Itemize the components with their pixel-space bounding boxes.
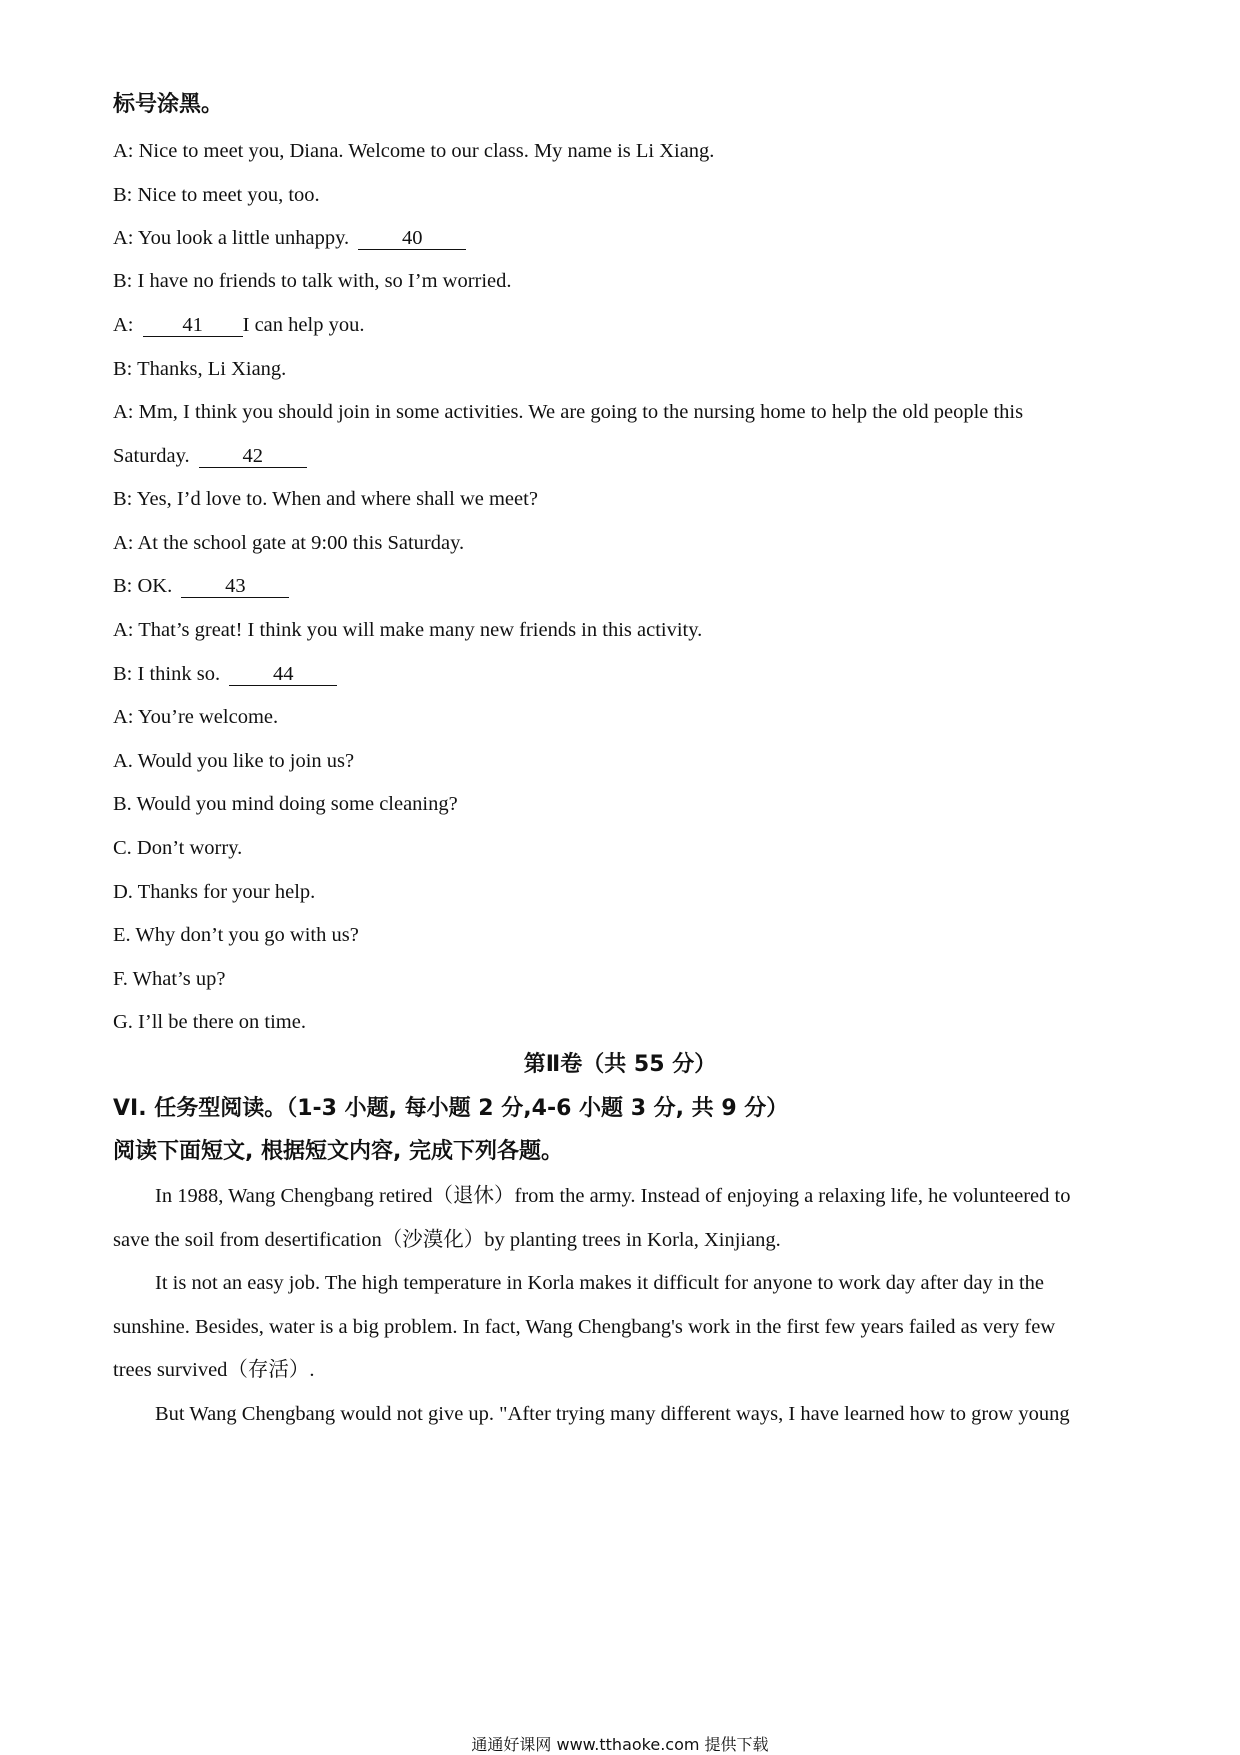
dialogue-text: Mm, I think you should join in some activities. We are going to the nursing home to help the old people this — [138, 401, 1024, 423]
instruction-tail: 标号涂黑。 — [113, 92, 224, 117]
dialogue-line — [113, 659, 1130, 689]
answer-blank-43[interactable]: 43 — [181, 575, 289, 598]
dialogue-line — [113, 180, 1130, 210]
option-a: A. Would you like to join us? — [113, 750, 355, 772]
dialogue-text: Saturday. — [113, 445, 190, 467]
dialogue-text: I have no friends to talk with, so I’m worried. — [137, 270, 512, 292]
dialogue-text: Yes, I’d love to. When and where shall we meet? — [136, 488, 538, 510]
passage-line: In 1988, Wang Chengbang retired（退休）from the army. Instead of enjoying a relaxing life, he volunteered to — [155, 1185, 1071, 1207]
speaker: B: — [113, 358, 133, 380]
option-g: G. I’ll be there on time. — [113, 1011, 306, 1033]
volume-title: 第Ⅱ卷（共 55 分） — [523, 1052, 717, 1077]
dialogue-line — [113, 223, 1130, 253]
dialogue-line — [113, 615, 1130, 645]
answer-blank-41[interactable]: 41 — [143, 314, 243, 337]
dialogue-text: At the school gate at 9:00 this Saturday. — [137, 532, 465, 554]
speaker: B: — [113, 184, 133, 206]
speaker: A: — [113, 227, 134, 249]
dialogue-line — [113, 528, 1130, 558]
reading-instruction: 阅读下面短文, 根据短文内容, 完成下列各题。 — [113, 1139, 564, 1164]
passage-line: trees survived（存活）. — [113, 1359, 315, 1381]
speaker: A: — [113, 532, 134, 554]
dialogue-text: That’s great! I think you will make many new friends in this activity. — [138, 619, 703, 641]
dialogue-text: Nice to meet you, Diana. Welcome to our class. My name is Li Xiang. — [138, 140, 715, 162]
dialogue-line — [113, 441, 1130, 471]
passage-line: But Wang Chengbang would not give up. "After trying many different ways, I have learned how to grow young — [155, 1403, 1070, 1425]
dialogue-text: OK. — [137, 575, 173, 597]
answer-blank-40[interactable]: 40 — [358, 227, 466, 250]
option-d: D. Thanks for your help. — [113, 881, 316, 903]
passage-line: save the soil from desertification（沙漠化）by planting trees in Korla, Xinjiang. — [113, 1229, 781, 1251]
speaker: A: — [113, 314, 134, 336]
dialogue-text: You’re welcome. — [137, 706, 279, 728]
answer-blank-44[interactable]: 44 — [229, 663, 337, 686]
speaker: A: — [113, 401, 134, 423]
dialogue-line — [113, 397, 1130, 427]
speaker: A: — [113, 140, 134, 162]
dialogue-line — [113, 702, 1130, 732]
dialogue-line — [113, 354, 1130, 384]
option-b: B. Would you mind doing some cleaning? — [113, 793, 458, 815]
speaker: B: — [113, 270, 133, 292]
dialogue-text: You look a little unhappy. — [137, 227, 350, 249]
dialogue-line — [113, 310, 1130, 340]
option-f: F. What’s up? — [113, 968, 226, 990]
answer-blank-42[interactable]: 42 — [199, 445, 307, 468]
speaker: B: — [113, 488, 133, 510]
dialogue-line — [113, 136, 1130, 166]
option-e: E. Why don’t you go with us? — [113, 924, 359, 946]
speaker: A: — [113, 706, 134, 728]
dialogue-line — [113, 266, 1130, 296]
dialogue-text: Thanks, Li Xiang. — [137, 358, 287, 380]
page-footer: 通通好课网 www.tthaoke.com 提供下载 — [471, 1735, 769, 1754]
option-c: C. Don’t worry. — [113, 837, 243, 859]
dialogue-line — [113, 484, 1130, 514]
speaker: B: — [113, 575, 133, 597]
part-title: VI. 任务型阅读。（1-3 小题, 每小题 2 分,4-6 小题 3 分, 共 9 分） — [113, 1096, 789, 1121]
speaker: A: — [113, 619, 134, 641]
dialogue-line — [113, 571, 1130, 601]
passage-line: It is not an easy job. The high temperature in Korla makes it difficult for anyone to work day after day in the — [155, 1272, 1045, 1294]
dialogue-text: I think so. — [137, 663, 221, 685]
dialogue-text: I can help you. — [242, 314, 365, 336]
dialogue-text: Nice to meet you, too. — [137, 184, 320, 206]
speaker: B: — [113, 663, 133, 685]
passage-line: sunshine. Besides, water is a big problem. In fact, Wang Chengbang's work in the first few years failed as very few — [113, 1316, 1056, 1338]
